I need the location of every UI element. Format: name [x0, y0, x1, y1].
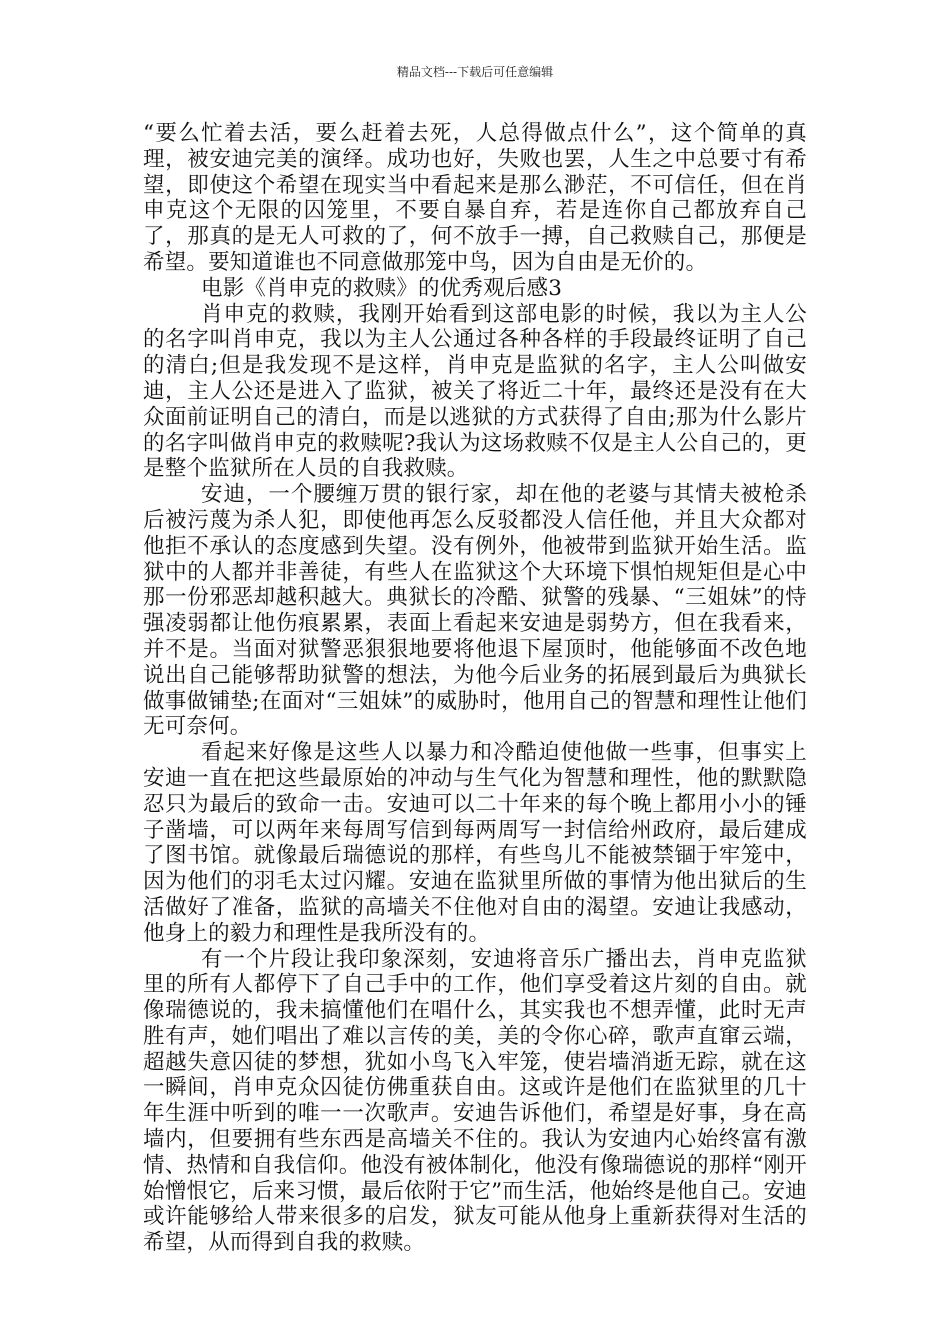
paragraph-2: 肖申克的救赎，我刚开始看到这部电影的时候，我以为主人公的名字叫肖申克，我以为主人公通过各种各样的手段最终证明了自己的清白;但是我发现不是这样，肖申克是监狱的名字，主人公叫做安迪，主人公还是进入了监狱，被关了将近二十年，最终还是没有在大众面前证明自己的清白，而是以逃狱的方式获得了自由;那为什么影片的名字叫做肖申克的救赎呢?我认为这场救赎不仅是主人公自己的，更是整个监狱所在人员的自我救赎。: [143, 301, 807, 482]
page-header: 精品文档---下载后可任意编辑: [396, 65, 554, 79]
paragraph-4: 看起来好像是这些人以暴力和冷酷迫使他做一些事，但事实上安迪一直在把这些最原始的冲动与生气化为智慧和理性，他的默默隐忍只为最后的致命一击。安迪可以二十年来的每个晚上都用小小的锤子凿墙，可以两年来每周写信到每两周写一封信给州政府，最后建成了图书馆。就像最后瑞德说的那样，有些鸟儿不能被禁锢于牢笼中，因为他们的羽毛太过闪耀。安迪在监狱里所做的事情为他出狱后的生活做好了准备，监狱的高墙关不住他对自由的渴望。安迪让我感动，他身上的毅力和理性是我所没有的。: [143, 740, 807, 946]
paragraph-1: “要么忙着去活，要么赶着去死，人总得做点什么”，这个简单的真理，被安迪完美的演绎。成功也好，失败也罢，人生之中总要寸有希望，即使这个希望在现实当中看起来是那么渺茫，不可信任，但在肖申克这个无限的囚笼里，不要自暴自弃，若是连你自己都放弃自己了，那真的是无人可救的了，何不放手一搏，自己救赎自己，那便是希望。要知道谁也不同意做那笼中鸟，因为自由是无价的。: [143, 121, 807, 275]
paragraph-5: 有一个片段让我印象深刻，安迪将音乐广播出去，肖申克监狱里的所有人都停下了自己手中的工作，他们享受着这片刻的自由。就像瑞德说的，我未搞懂他们在唱什么，其实我也不想弄懂，此时无声胜有声，她们唱出了难以言传的美，美的令你心碎，歌声直窜云端，超越失意囚徒的梦想，犹如小鸟飞入牢笼，使岩墙消逝无踪，就在这一瞬间，肖申克众囚徒仿佛重获自由。这或许是他们在监狱里的几十年生涯中听到的唯一一次歌声。安迪告诉他们，希望是好事，身在高墙内，但要拥有些东西是高墙关不住的。我认为安迪内心始终富有激情、热情和自我信仰。他没有被体制化，他没有像瑞德说的那样“刚开始憎恨它，后来习惯，最后依附于它”而生活，他始终是他自己。安迪或许能够给人带来很多的启发，狱友可能从他身上重新获得对生活的希望，从而得到自我的救赎。: [143, 946, 807, 1256]
document-body: [143, 121, 807, 1256]
section-heading: 电影《肖申克的救赎》的优秀观后感3: [201, 275, 563, 301]
paragraph-3: 安迪，一个腰缠万贯的银行家，却在他的老婆与其情夫被枪杀后被污蔑为杀人犯，即使他再怎么反驳都没人信任他，并且大众都对他拒不承认的态度感到失望。没有例外，他被带到监狱开始生活。监狱中的人都并非善徒，有些人在监狱这个大环境下惧怕规矩但是心中那一份邪恶却越积越大。典狱长的冷酷、狱警的残暴、“三姐妹”的恃强凌弱都让他伤痕累累，表面上看起来安迪是弱势方，但在我看来，并不是。当面对狱警恶狠狠地要将他退下屋顶时，他能够面不改色地说出自己能够帮助狱警的想法，为他今后业务的拓展到最后为典狱长做事做铺垫;在面对“三姐妹”的威胁时，他用自己的智慧和理性让他们无可奈何。: [143, 482, 807, 740]
